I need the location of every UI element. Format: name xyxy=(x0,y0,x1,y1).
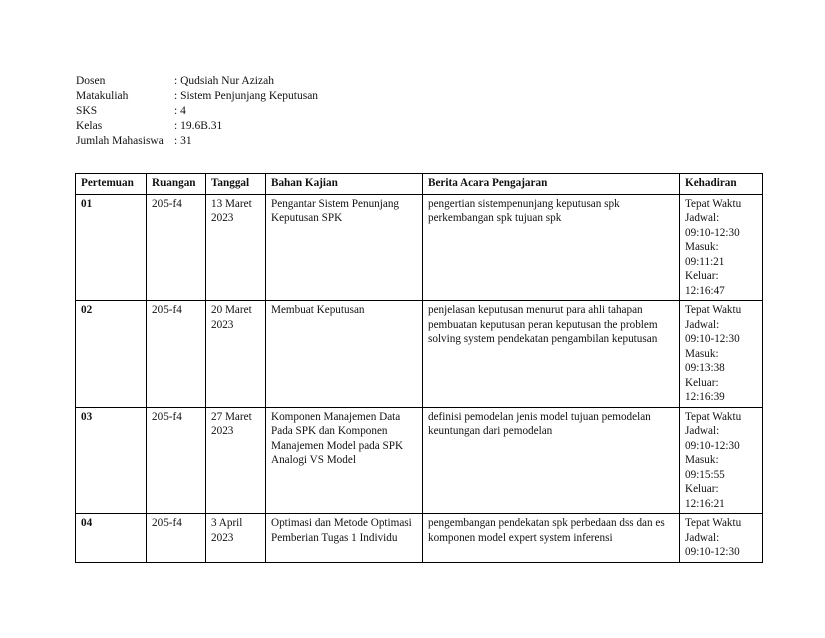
cell-pertemuan: 03 xyxy=(76,407,147,514)
kehadiran-keluar: 12:16:21 xyxy=(685,497,725,510)
cell-bahan-kajian: Optimasi dan Metode Optimasi Pemberian Tugas 1 Individu xyxy=(266,514,423,563)
kehadiran-status: Tepat Waktu xyxy=(685,410,742,423)
info-row-sks xyxy=(76,104,318,119)
info-value: : 4 xyxy=(174,105,186,117)
teaching-record-table xyxy=(75,173,763,563)
cell-tanggal: 3 April 2023 xyxy=(206,514,266,563)
cell-tanggal: 20 Maret 2023 xyxy=(206,301,266,408)
course-info xyxy=(76,74,318,149)
kehadiran-jadwal: 09:10-12:30 xyxy=(685,226,740,239)
kehadiran-jadwal-label: Jadwal: xyxy=(685,425,720,437)
kehadiran-jadwal: 09:10-12:30 xyxy=(685,333,740,345)
header-kehadiran: Kehadiran xyxy=(680,174,763,195)
kehadiran-masuk: 09:13:38 xyxy=(685,362,725,374)
header-bahan-kajian: Bahan Kajian xyxy=(266,174,423,195)
info-label: Kelas xyxy=(76,120,103,132)
kehadiran-jadwal: 09:10-12:30 xyxy=(685,546,740,558)
info-label: Dosen xyxy=(76,75,106,87)
info-row-matakuliah xyxy=(76,89,318,104)
cell-berita-acara: penjelasan keputusan menurut para ahli tahapan pembuatan keputusan peran keputusan the problem solving system pendekatan pengambilan keputusan xyxy=(423,301,680,408)
table-row xyxy=(76,194,763,301)
kehadiran-status: Tepat Waktu xyxy=(685,517,742,529)
table-header-row xyxy=(76,174,763,195)
kehadiran-masuk: 09:11:21 xyxy=(685,255,725,268)
cell-tanggal: 13 Maret 2023 xyxy=(206,194,266,301)
cell-berita-acara: pengertian sistempenunjang keputusan spk perkembangan spk tujuan spk xyxy=(423,194,680,301)
kehadiran-keluar-label: Keluar: xyxy=(685,376,719,389)
cell-pertemuan: 02 xyxy=(76,301,147,408)
cell-ruangan: 205-f4 xyxy=(147,301,206,408)
kehadiran-masuk: 09:15:55 xyxy=(685,468,725,481)
kehadiran-keluar-label: Keluar: xyxy=(685,270,719,282)
header-berita-acara: Berita Acara Pengajaran xyxy=(423,174,680,195)
cell-berita-acara: pengembangan pendekatan spk perbedaan dss dan es komponen model expert system inferensi xyxy=(423,514,680,563)
cell-kehadiran xyxy=(680,514,763,563)
cell-kehadiran xyxy=(680,301,763,408)
info-label: SKS xyxy=(76,105,98,117)
cell-tanggal: 27 Maret 2023 xyxy=(206,407,266,514)
kehadiran-masuk-label: Masuk: xyxy=(685,241,719,253)
cell-kehadiran xyxy=(680,407,763,514)
kehadiran-keluar-label: Keluar: xyxy=(685,483,719,495)
info-value: : Qudsiah Nur Azizah xyxy=(174,75,274,87)
kehadiran-jadwal-label: Jadwal: xyxy=(685,212,720,224)
info-value: : 19.6B.31 xyxy=(174,120,223,132)
cell-pertemuan: 04 xyxy=(76,514,147,563)
kehadiran-jadwal: 09:10-12:30 xyxy=(685,439,740,452)
cell-kehadiran xyxy=(680,194,763,301)
cell-berita-acara: definisi pemodelan jenis model tujuan pemodelan keuntungan dari pemodelan xyxy=(423,407,680,514)
cell-pertemuan: 01 xyxy=(76,194,147,301)
info-row-jumlah-mahasiswa xyxy=(76,134,318,149)
cell-bahan-kajian: Pengantar Sistem Penunjang Keputusan SPK xyxy=(266,194,423,301)
kehadiran-masuk-label: Masuk: xyxy=(685,454,719,466)
info-value: : Sistem Penjunjang Keputusan xyxy=(174,90,319,102)
cell-bahan-kajian: Membuat Keputusan xyxy=(266,301,423,408)
kehadiran-jadwal-label: Jadwal: xyxy=(685,318,720,331)
kehadiran-masuk-label: Masuk: xyxy=(685,347,719,360)
info-row-kelas xyxy=(76,119,318,134)
cell-ruangan: 205-f4 xyxy=(147,407,206,514)
kehadiran-status: Tepat Waktu xyxy=(685,197,742,210)
table-row xyxy=(76,301,763,408)
table-row xyxy=(76,407,763,514)
header-ruangan: Ruangan xyxy=(147,174,206,195)
table-row xyxy=(76,514,763,563)
info-label: Jumlah Mahasiswa xyxy=(76,135,164,147)
kehadiran-keluar: 12:16:39 xyxy=(685,391,725,403)
cell-ruangan: 205-f4 xyxy=(147,514,206,563)
header-tanggal: Tanggal xyxy=(206,174,266,195)
kehadiran-jadwal-label: Jadwal: xyxy=(685,531,720,544)
header-pertemuan: Pertemuan xyxy=(76,174,147,195)
info-row-dosen xyxy=(76,74,318,89)
cell-bahan-kajian: Komponen Manajemen Data Pada SPK dan Komponen Manajemen Model pada SPK Analogi VS Model xyxy=(266,407,423,514)
info-label: Matakuliah xyxy=(76,90,129,102)
kehadiran-status: Tepat Waktu xyxy=(685,304,742,316)
info-value: : 31 xyxy=(174,135,192,147)
kehadiran-keluar: 12:16:47 xyxy=(685,284,725,297)
cell-ruangan: 205-f4 xyxy=(147,194,206,301)
